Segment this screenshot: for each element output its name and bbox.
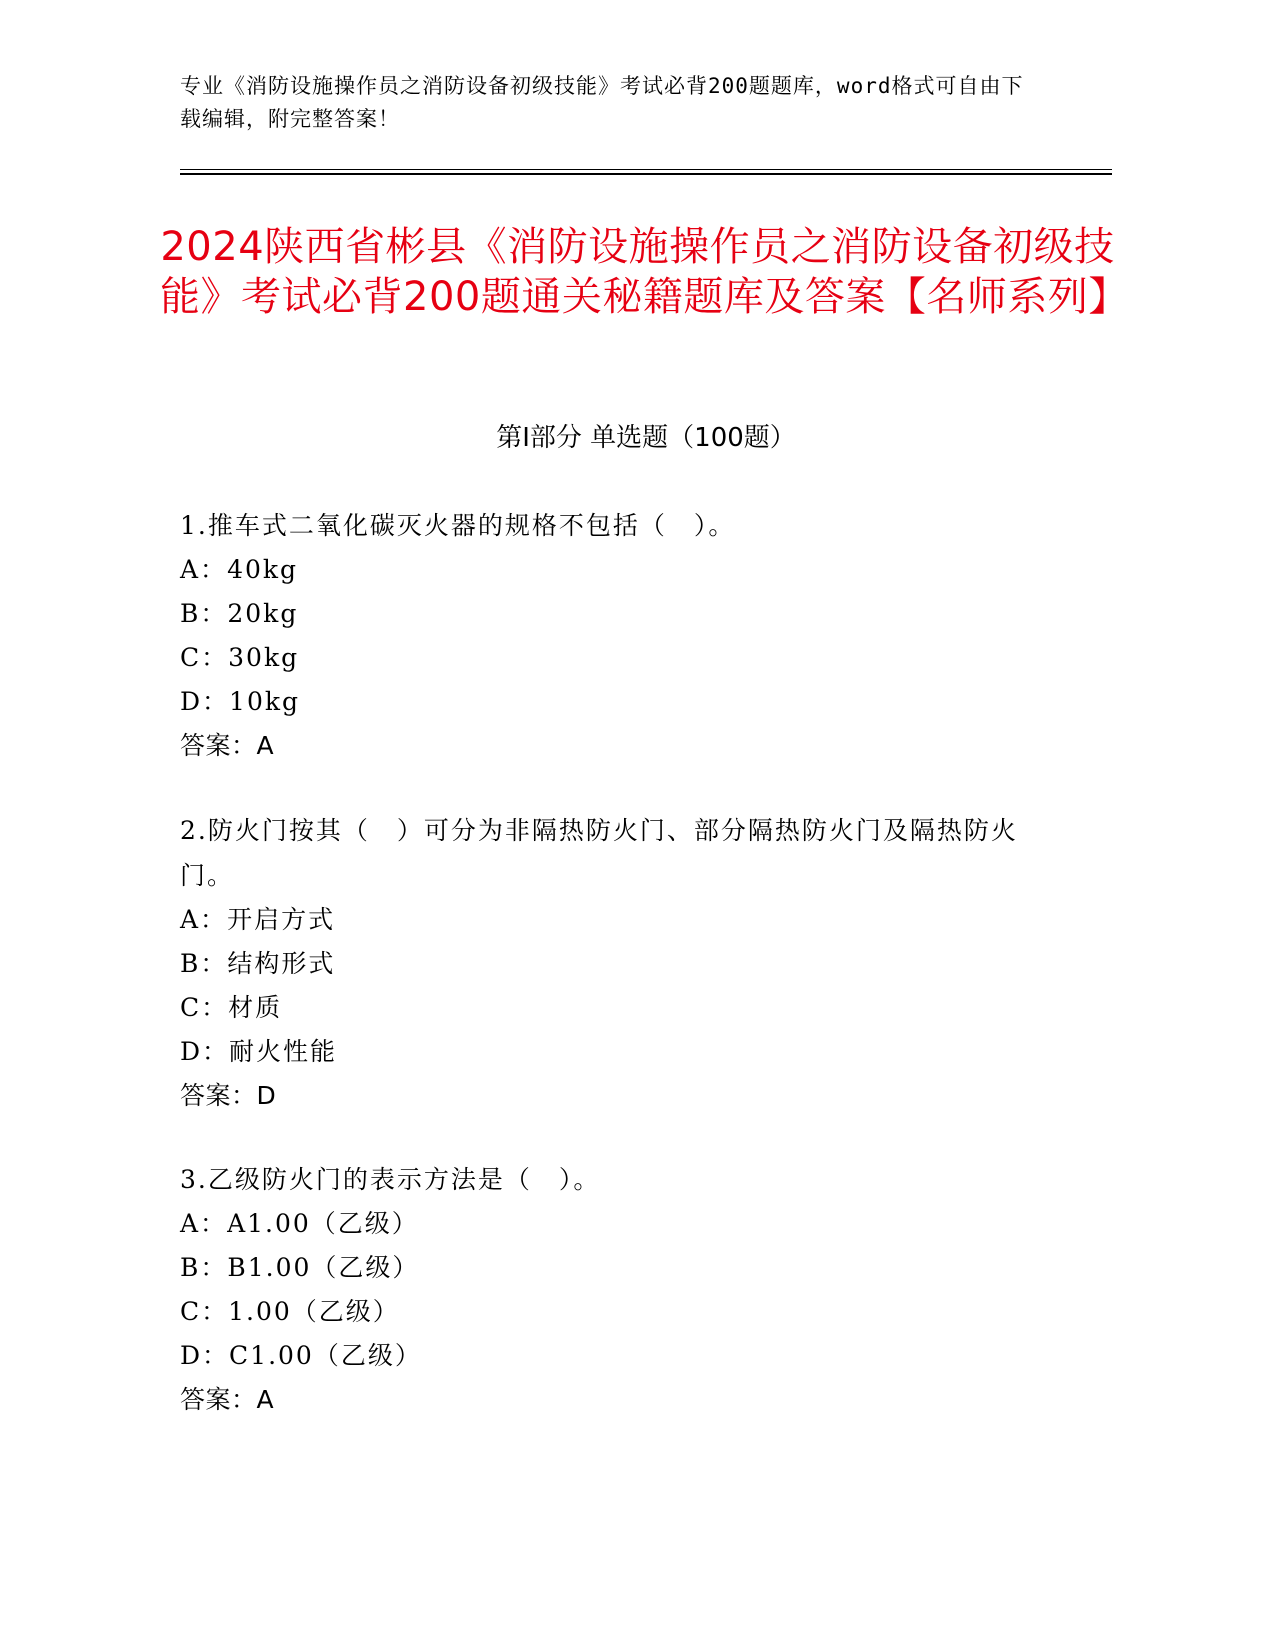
answer: 答案：A xyxy=(180,1385,275,1414)
option-d xyxy=(180,1334,1020,1378)
question-stem: 3.乙级防火门的表示方法是（ ）。 xyxy=(180,1165,601,1194)
option-d xyxy=(180,1030,1020,1074)
option-key: D： xyxy=(180,1037,230,1066)
question-2 xyxy=(180,808,1020,1118)
option-d xyxy=(180,680,1020,724)
header-note: 专业《消防设施操作员之消防设备初级技能》考试必背200题题库，word格式可自由下载编辑，附完整答案！ xyxy=(180,74,1024,131)
option-text: 10kg xyxy=(229,687,301,716)
option-text: 30kg xyxy=(228,643,300,672)
option-key: C： xyxy=(180,643,229,672)
option-key: C： xyxy=(180,1297,229,1326)
option-text: B1.00（乙级） xyxy=(227,1253,420,1282)
option-text: 材质 xyxy=(228,993,283,1022)
option-text: 20kg xyxy=(227,599,299,628)
question-stem: 2.防火门按其（ ）可分为非隔热防火门、部分隔热防火门及隔热防火门。 xyxy=(180,816,1018,890)
option-key: A： xyxy=(180,555,228,584)
option-text: A1.00（乙级） xyxy=(227,1209,419,1238)
option-key: D： xyxy=(180,1341,230,1370)
option-text: 40kg xyxy=(227,555,299,584)
option-text: C1.00（乙级） xyxy=(229,1341,422,1370)
option-key: A： xyxy=(180,1209,228,1238)
option-key: B： xyxy=(180,949,228,978)
option-key: B： xyxy=(180,599,228,628)
option-a xyxy=(180,898,1020,942)
answer: 答案：D xyxy=(180,1081,277,1110)
option-a xyxy=(180,1202,1020,1246)
question-1 xyxy=(180,503,1020,768)
option-text: 耐火性能 xyxy=(229,1037,338,1066)
option-c xyxy=(180,636,1020,680)
document-title: 2024陕西省彬县《消防设施操作员之消防设备初级技能》考试必背200题通关秘籍题库及答案【名师系列】 xyxy=(160,224,1129,320)
header-rule-thick xyxy=(180,173,1112,175)
option-text: 1.00（乙级） xyxy=(228,1297,400,1326)
option-text: 结构形式 xyxy=(227,949,336,978)
option-key: A： xyxy=(180,905,228,934)
question-3 xyxy=(180,1157,1020,1422)
option-key: C： xyxy=(180,993,229,1022)
option-text: 开启方式 xyxy=(227,905,336,934)
option-b xyxy=(180,942,1020,986)
option-a xyxy=(180,548,1020,592)
option-b xyxy=(180,1246,1020,1290)
header-rule-thin xyxy=(180,169,1112,170)
option-key: B： xyxy=(180,1253,228,1282)
section-heading: 第Ⅰ部分 单选题（100题） xyxy=(496,423,796,453)
question-stem: 1.推车式二氧化碳灭火器的规格不包括（ ）。 xyxy=(180,511,736,540)
option-c xyxy=(180,1290,1020,1334)
option-b xyxy=(180,592,1020,636)
option-key: D： xyxy=(180,687,230,716)
option-c xyxy=(180,986,1020,1030)
answer: 答案：A xyxy=(180,731,275,760)
